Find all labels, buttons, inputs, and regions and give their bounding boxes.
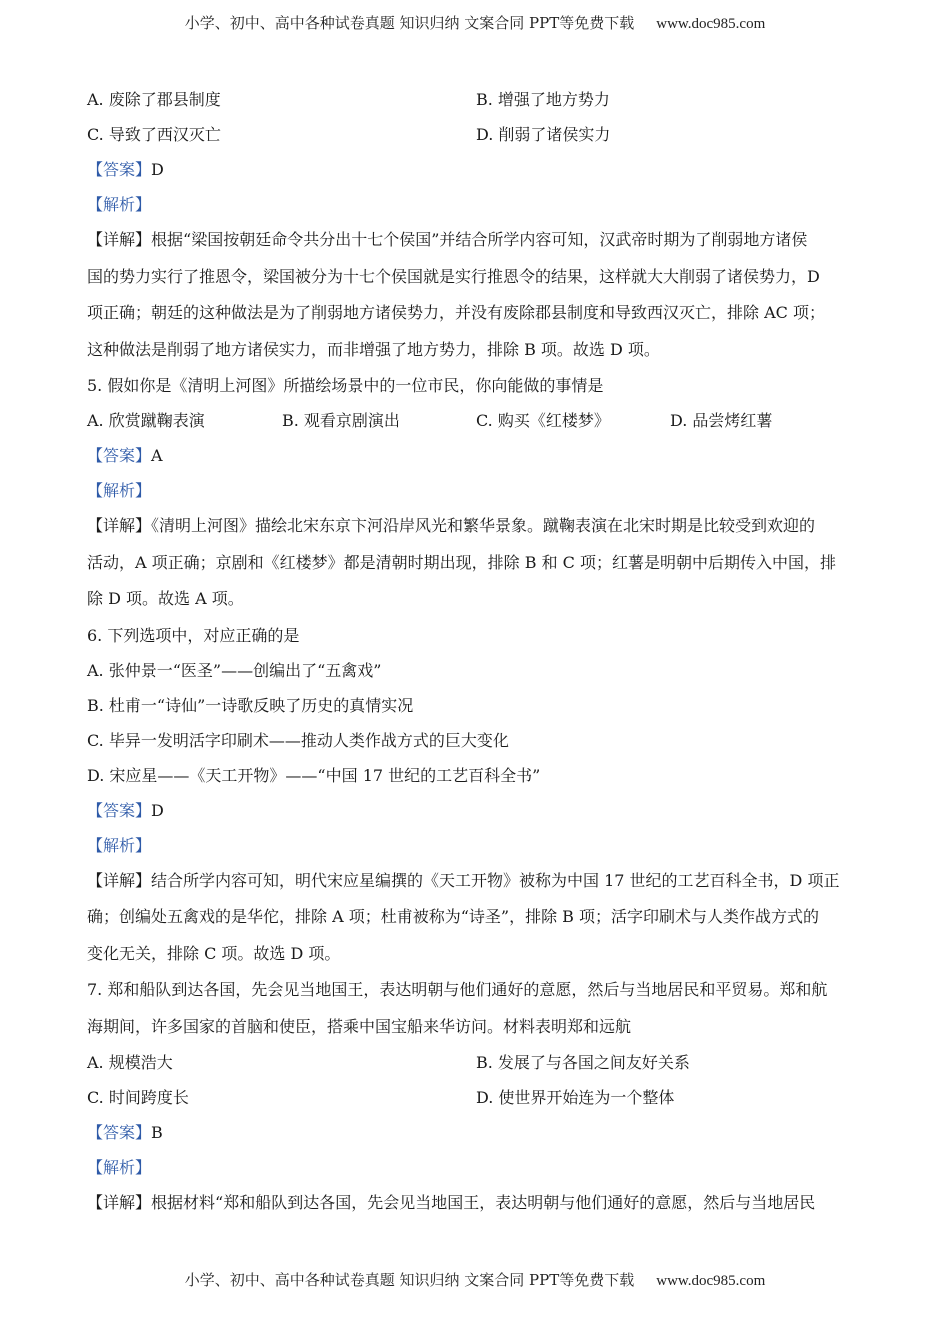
q7-detail-line-1 [87,1185,867,1222]
answer-tag: 【答案】 [87,160,152,179]
q7-options-row-1 [87,1045,867,1080]
detail-tag: 【详解】 [87,870,152,890]
q4-detail-line-3: 项正确；朝廷的这种做法是为了削弱地方诸侯势力，并没有废除郡县制度和导致西汉灭亡，排除 AC 项； [87,303,825,322]
q4-options-row-2 [87,117,867,152]
detail-tag: 【详解】 [87,516,152,535]
q5-analysis [87,473,867,508]
q7-option-b: B. 发展了与各国之间友好关系 [476,1053,690,1072]
q4-detail-line-4: 这种做法是削弱了地方诸侯实力，而非增强了地方势力，排除 B 项。故选 D 项。 [87,339,660,359]
q5-option-d: D. 品尝烤红薯 [670,411,773,430]
q7-option-d: D. 使世界开始连为一个整体 [476,1088,675,1107]
q6-option-b: B. 杜甫一“诗仙”一诗歌反映了历史的真情实况 [87,695,414,715]
q4-detail-text-1: 根据“梁国按朝廷命令共分出十七个侯国”并结合所学内容可知，汉武帝时期为了削弱地方诸侯 [151,230,808,249]
q4-answer [87,152,867,187]
q7-stem-line-2: 海期间，许多国家的首脑和使臣，搭乘中国宝船来华访问。材料表明郑和远航 [87,1016,632,1036]
q6-stem: 6. 下列选项中，对应正确的是 [87,625,300,645]
q4-analysis [87,187,867,222]
q7-option-a: A. 规模浩大 [87,1053,173,1072]
q4-option-c: C. 导致了西汉灭亡 [87,125,221,144]
header-site-link[interactable]: www.doc985.com [656,16,766,32]
q6-answer [87,793,867,828]
q4-detail-line-1 [87,222,867,259]
q6-detail-line-2: 确；创编处五禽戏的是华佗，排除 A 项；杜甫被称为“诗圣”，排除 B 项；活字印刷术与人类作战方式的 [87,907,820,926]
q6-analysis [87,828,867,863]
q5-detail-line-2: 活动，A 项正确；京剧和《红楼梦》都是清朝时期出现，排除 B 和 C 项；红薯是明朝中后期传入中国，排 [87,552,836,572]
q7-stem-line-1: 7. 郑和船队到达各国，先会见当地国王，表达明朝与他们通好的意愿，然后与当地居民和平贸易。郑和航 [87,980,828,999]
q5-detail-line-1 [87,508,867,545]
header-text: 小学、初中、高中各种试卷真题 知识归纳 文案合同 PPT等免费下载 [184,14,635,32]
footer-site-link[interactable]: www.doc985.com [656,1273,766,1289]
detail-tag: 【详解】 [87,1193,152,1212]
q5-answer-value: A [151,446,163,465]
q5-stem: 5. 假如你是《清明上河图》所描绘场景中的一位市民，你向能做的事情是 [87,376,604,395]
q5-detail-line-3: 除 D 项。故选 A 项。 [87,589,244,608]
q6-option-a: A. 张仲景一“医圣”——创编出了“五禽戏” [87,660,382,680]
analysis-tag: 【解析】 [87,835,152,855]
page-footer [0,1269,950,1290]
answer-tag: 【答案】 [87,446,152,465]
q7-option-c: C. 时间跨度长 [87,1088,189,1107]
q7-answer-value: B [151,1123,163,1142]
q5-detail-text-1: 《清明上河图》描绘北宋东京卞河沿岸风光和繁华景象。蹴鞠表演在北宋时期是比较受到欢迎的 [151,516,816,535]
q7-options-row-2 [87,1080,867,1115]
detail-tag: 【详解】 [87,230,152,249]
q6-detail-text-1: 结合所学内容可知，明代宋应星编撰的《天工开物》被称为中国 17 世纪的工艺百科全书，D 项正 [151,870,840,890]
document-body [87,82,867,1222]
q7-detail-text-1: 根据材料“郑和船队到达各国，先会见当地国王，表达明朝与他们通好的意愿，然后与当地居民 [151,1193,816,1212]
q5-options-row [87,403,867,438]
answer-tag: 【答案】 [87,800,152,820]
q4-detail-line-2: 国的势力实行了推恩令，梁国被分为十七个侯国就是实行推恩令的结果，这样就大大削弱了诸侯势力，D [87,266,820,286]
q7-analysis [87,1150,867,1185]
q6-detail-line-1 [87,863,867,900]
q5-option-a: A. 欣赏蹴鞠表演 [87,411,205,430]
q4-option-b: B. 增强了地方势力 [476,90,610,109]
q7-answer [87,1115,867,1150]
q5-option-b: B. 观看京剧演出 [282,411,400,430]
q6-answer-value: D [151,800,164,820]
q4-options-row-1 [87,82,867,117]
q5-answer [87,438,867,473]
footer-text: 小学、初中、高中各种试卷真题 知识归纳 文案合同 PPT等免费下载 [184,1271,635,1289]
q4-option-a: A. 废除了郡县制度 [87,90,221,109]
q5-option-c: C. 购买《红楼梦》 [476,411,610,430]
analysis-tag: 【解析】 [87,195,152,214]
analysis-tag: 【解析】 [87,481,152,500]
q6-option-d: D. 宋应星——《天工开物》——“中国 17 世纪的工艺百科全书” [87,765,541,785]
q6-detail-line-3: 变化无关，排除 C 项。故选 D 项。 [87,943,341,963]
q6-option-c: C. 毕异一发明活字印刷术——推动人类作战方式的巨大变化 [87,730,509,750]
page-header [0,12,950,33]
q4-option-d: D. 削弱了诸侯实力 [476,125,611,144]
analysis-tag: 【解析】 [87,1158,152,1177]
q4-answer-value: D [151,160,164,179]
answer-tag: 【答案】 [87,1123,152,1142]
